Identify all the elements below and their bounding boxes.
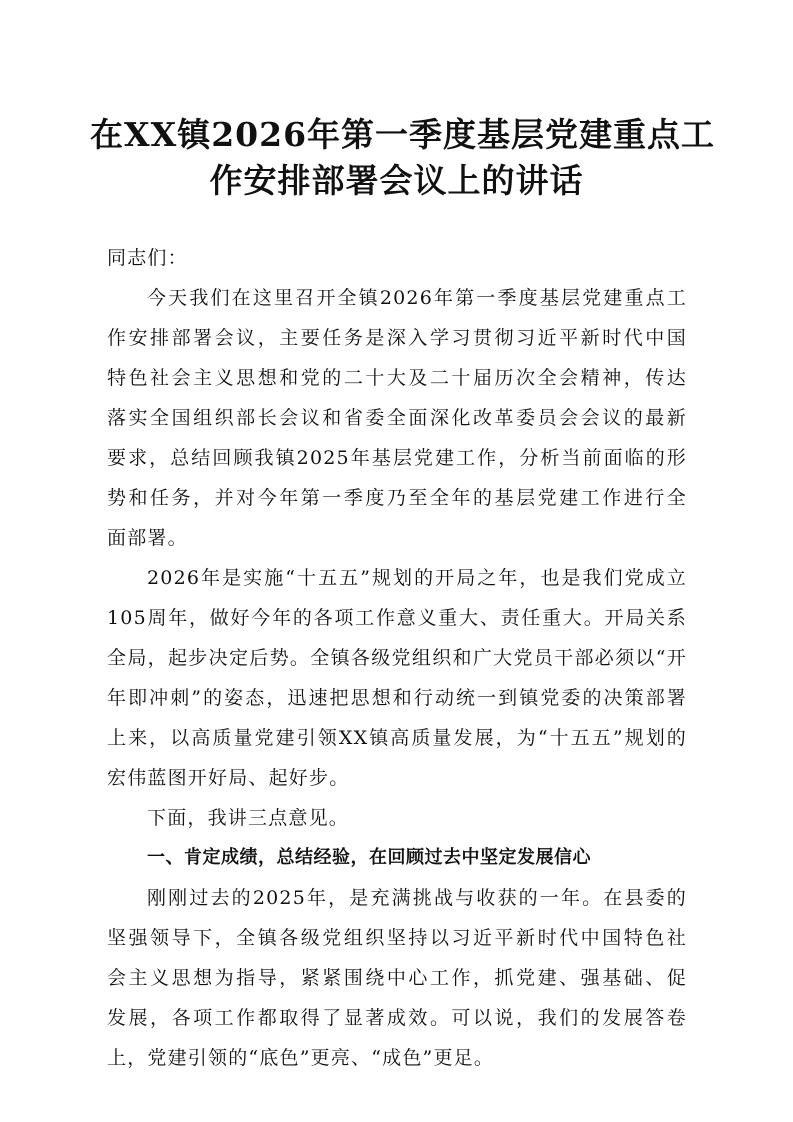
paragraph-line: 面部署。: [107, 527, 188, 549]
paragraph-line: 全局，起步决定后势。全镇各级党组织和广大党员干部必须以“开: [107, 647, 687, 669]
paragraph-line: 今天我们在这里召开全镇2026年第一季度基层党建重点工: [147, 287, 687, 309]
paragraph-line: 发展，各项工作都取得了显著成效。可以说，我们的发展答卷: [107, 1007, 687, 1029]
section-heading-1: 一、肯定成绩，总结经验，在回顾过去中坚定发展信心: [147, 847, 591, 868]
document-body: [107, 238, 687, 1078]
paragraph-line: 作安排部署会议，主要任务是深入学习贯彻习近平新时代中国: [107, 327, 687, 349]
document-title: [90, 112, 716, 204]
paragraph-line: 宏伟蓝图开好局、起好步。: [107, 767, 350, 789]
title-line: 作安排部署会议上的讲话: [209, 161, 584, 200]
paragraph-line: 上，党建引领的“底色”更亮、“成色”更足。: [107, 1047, 495, 1069]
title-line: 在XX镇2026年第一季度基层党建重点工: [90, 115, 716, 154]
paragraph-line: 落实全国组织部长会议和省委全面深化改革委员会会议的最新: [107, 407, 687, 429]
paragraph-line: 要求，总结回顾我镇2025年基层党建工作，分析当前面临的形: [107, 447, 687, 469]
paragraph-line: 会主义思想为指导，紧紧围绕中心工作，抓党建、强基础、促: [107, 967, 687, 989]
paragraph-line: 年即冲刺”的姿态，迅速把思想和行动统一到镇党委的决策部署: [107, 687, 687, 709]
paragraph-line: 势和任务，并对今年第一季度乃至全年的基层党建工作进行全: [107, 487, 687, 509]
paragraph-line: 2026年是实施“十五五”规划的开局之年，也是我们党成立: [147, 567, 687, 589]
salutation: 同志们：: [107, 247, 188, 269]
paragraph-line: 特色社会主义思想和党的二十大及二十届历次全会精神，传达: [107, 367, 687, 389]
paragraph-line: 坚强领导下，全镇各级党组织坚持以习近平新时代中国特色社: [107, 927, 687, 949]
paragraph-2026: [107, 558, 687, 798]
paragraph-line: 105周年，做好今年的各项工作意义重大、责任重大。开局关系: [107, 607, 687, 629]
paragraph-line: 下面，我讲三点意见。: [147, 807, 350, 829]
paragraph-three-points: [107, 798, 687, 838]
paragraph-line: 刚刚过去的2025年，是充满挑战与收获的一年。在县委的: [147, 887, 687, 909]
paragraph-opening: [107, 278, 687, 558]
paragraph-2025-review: [107, 878, 687, 1078]
paragraph-line: 上来，以高质量党建引领XX镇高质量发展，为“十五五”规划的: [107, 727, 687, 749]
